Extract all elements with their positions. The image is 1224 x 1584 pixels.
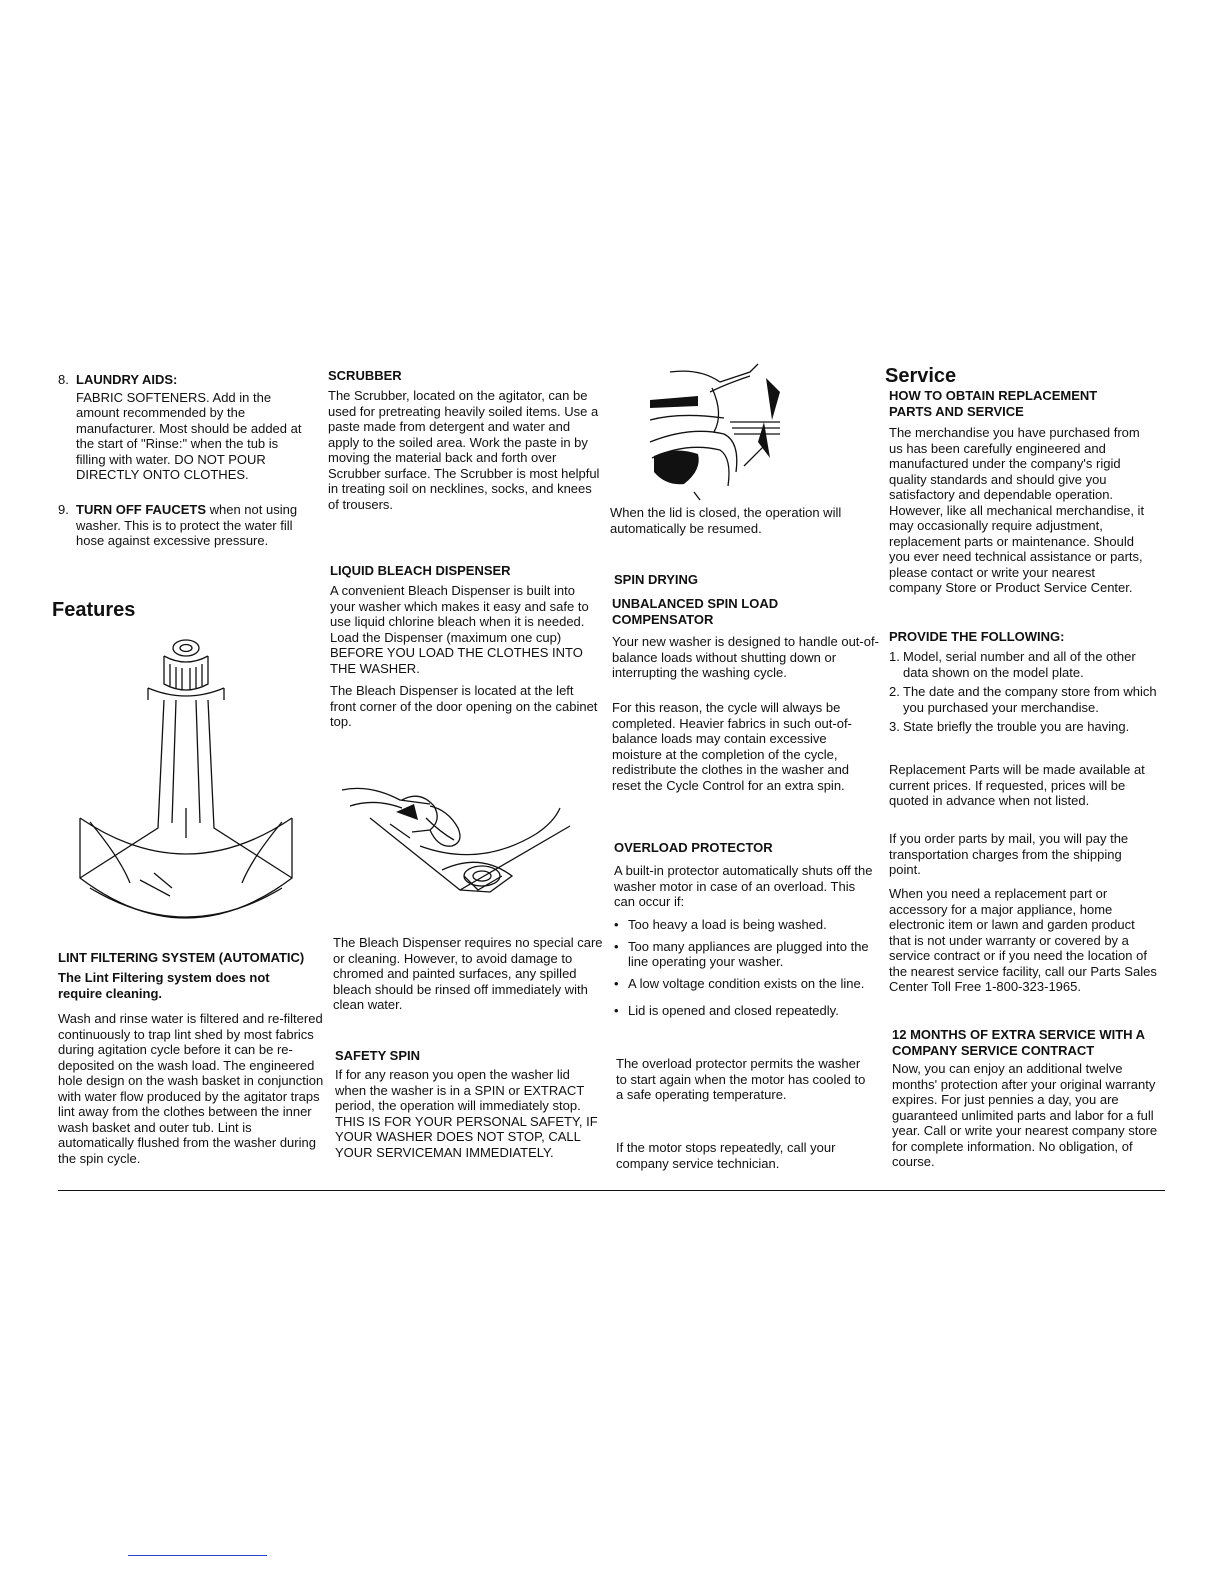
- list-item: [889, 719, 1164, 735]
- lint-note: The Lint Filtering system does not require cleaning.: [58, 970, 270, 1001]
- list-item: [889, 684, 1164, 715]
- service-heading: Service: [885, 365, 957, 387]
- lid-closed-text: When the lid is closed, the operation will automatically be resumed.: [610, 505, 842, 536]
- bullet-text: Too heavy a load is being washed.: [628, 917, 827, 932]
- item-8-text: FABRIC SOFTENERS. Add in the amount recommended by the manufacturer. Most should be added at the start of "Rinse:" when the tub is filling with water. DO NOT POUR DIRECTLY ONTO CLOTHES.: [76, 389, 302, 482]
- list-item: [889, 649, 1164, 680]
- lid-illustration: [640, 362, 800, 502]
- bleach-dispenser-illustration: [330, 770, 600, 910]
- overload-heading: OVERLOAD PROTECTOR: [614, 840, 773, 855]
- item-8: [58, 372, 308, 483]
- bullet-mark: •: [614, 975, 619, 991]
- need-text: When you need a replacement part or accessory for a major appliance, home electronic item or lawn and garden product that is not under warranty or covered by a service contract or if you need the location of the nearest service facility, call our Parts Sales Center Toll Free 1-800-323-1965.: [889, 886, 1157, 994]
- unbalanced-text-1: Your new washer is designed to handle out-of-balance loads without shutting down or interrupting the washing cycle.: [612, 634, 879, 680]
- safety-spin-text: If for any reason you open the washer lid when the washer is in a SPIN or EXTRACT period, the operation will immediately stop. THIS IS FOR YOUR PERSONAL SAFETY, IF YOUR WASHER DOES NOT STOP, CALL YOUR SERVICEMAN IMMEDIATELY.: [335, 1067, 598, 1160]
- list-number: 3.: [889, 719, 900, 734]
- bleach-heading: LIQUID BLEACH DISPENSER: [330, 563, 511, 578]
- item-9-body: [58, 502, 308, 549]
- bullet-mark: •: [614, 1003, 619, 1018]
- item-9-number: 9.: [58, 502, 69, 517]
- howto-text: The merchandise you have purchased from us has been carefully engineered and manufactured under the company's rigid quality standards and should give you satisfactory and dependable operation. However, like all mechanical merchandise, it may occasionally require adjustment, replacement parts or maintenance. Should you ever need technical assistance or parts, please contact or write your nearest company Store or Product Service Center.: [889, 425, 1145, 595]
- agitator-illustration: [60, 628, 310, 928]
- features-heading: Features: [52, 599, 136, 621]
- provide-list: [889, 649, 1164, 735]
- item-9-text: when not using washer. This is to protect the water fill hose against excessive pressure.: [76, 502, 298, 548]
- howto-heading: HOW TO OBTAIN REPLACEMENT PARTS AND SERVICE: [889, 388, 1098, 419]
- list-text: The date and the company store from which you purchased your merchandise.: [903, 684, 1157, 715]
- overload-text-2: The overload protector permits the washer to start again when the motor has cooled to a safe operating temperature.: [616, 1056, 866, 1102]
- scrubber-text: The Scrubber, located on the agitator, can be used for pretreating heavily soiled items. Use a paste made from detergent and water and apply to the soiled area. Work the paste in by moving the material back and forth over Scrubber surface. The Scrubber is most helpful in treating soil on necklines, socks, and knees of trousers.: [328, 388, 600, 512]
- bullet-text: Lid is opened and closed repeatedly.: [628, 1003, 839, 1018]
- unbalanced-text-2: For this reason, the cycle will always be completed. Heavier fabrics in such out-of-balance loads may contain excessive moisture at the completion of the cycle, redistribute the clothes in the washer and reset the Cycle Control for an extra spin.: [612, 700, 852, 793]
- unbalanced-heading: UNBALANCED SPIN LOAD COMPENSATOR: [612, 596, 779, 627]
- list-text: State briefly the trouble you are having.: [903, 719, 1130, 734]
- list-item: [614, 976, 880, 992]
- bleach-text-2: The Bleach Dispenser is located at the left front corner of the door opening on the cabinet top.: [330, 683, 598, 729]
- extra-service-heading: 12 MONTHS OF EXTRA SERVICE WITH A COMPANY SERVICE CONTRACT: [892, 1027, 1145, 1058]
- list-item: [614, 939, 880, 970]
- scrubber-heading: SCRUBBER: [328, 368, 402, 383]
- footer-line: [128, 1555, 267, 1556]
- overload-list: [614, 917, 880, 1019]
- overload-text-3: If the motor stops repeatedly, call your company service technician.: [616, 1140, 836, 1171]
- list-number: 2.: [889, 684, 900, 699]
- bullet-text: A low voltage condition exists on the line.: [628, 975, 865, 991]
- list-number: 1.: [889, 649, 900, 664]
- mail-text: If you order parts by mail, you will pay the transportation charges from the shipping point.: [889, 831, 1129, 877]
- bleach-text-3: The Bleach Dispenser requires no special care or cleaning. However, to avoid damage to chromed and painted surfaces, any spilled bleach should be rinsed off immediately with clean water.: [333, 935, 603, 1012]
- lint-text: Wash and rinse water is filtered and re-filtered continuously to trap lint shed by most fabrics during agitation cycle before it can be re-deposited on the wash load. The engineered hole design on the wash basket in conjunction with water flow produced by the agitator traps lint away from the clothes between the inner wash basket and outer tub. Lint is automatically flushed from the washer during the spin cycle.: [58, 1011, 324, 1166]
- lint-heading: LINT FILTERING SYSTEM (AUTOMATIC): [58, 950, 305, 965]
- bleach-text-1: A convenient Bleach Dispenser is built into your washer which makes it easy and safe to use liquid chlorine bleach when it is needed. Load the Dispenser (maximum one cup) BEFORE YOU LOAD THE CLOTHES INTO THE WASHER.: [330, 583, 589, 676]
- item-9: [58, 502, 308, 549]
- bullet-mark: •: [614, 917, 619, 932]
- bullet-mark: •: [614, 938, 619, 954]
- item-8-number: 8.: [58, 372, 69, 387]
- bullet-text: Too many appliances are plugged into the line operating your washer.: [628, 938, 869, 969]
- provide-heading: PROVIDE THE FOLLOWING:: [889, 629, 1065, 644]
- extra-service-text: Now, you can enjoy an additional twelve months' protection after your original warranty expires. For just pennies a day, you are guaranteed unlimited parts and labor for a full year. Call or write your nearest company store for complete information. No obligation, of course.: [892, 1061, 1158, 1169]
- list-item: [614, 1003, 880, 1019]
- replacement-text: Replacement Parts will be made available at current prices. If requested, prices will be quoted in advance when not listed.: [889, 762, 1145, 808]
- item-9-title: TURN OFF FAUCETS: [76, 502, 206, 517]
- overload-text: A built-in protector automatically shuts off the washer motor in case of an overload. This can occur if:: [614, 863, 873, 909]
- spin-drying-heading: SPIN DRYING: [614, 572, 699, 587]
- list-text: Model, serial number and all of the other data shown on the model plate.: [903, 649, 1136, 680]
- item-8-title: LAUNDRY AIDS:: [76, 372, 178, 387]
- item-8-heading: [58, 372, 308, 388]
- safety-spin-heading: SAFETY SPIN: [335, 1048, 421, 1063]
- bottom-rule: [58, 1190, 1165, 1191]
- list-item: [614, 917, 880, 933]
